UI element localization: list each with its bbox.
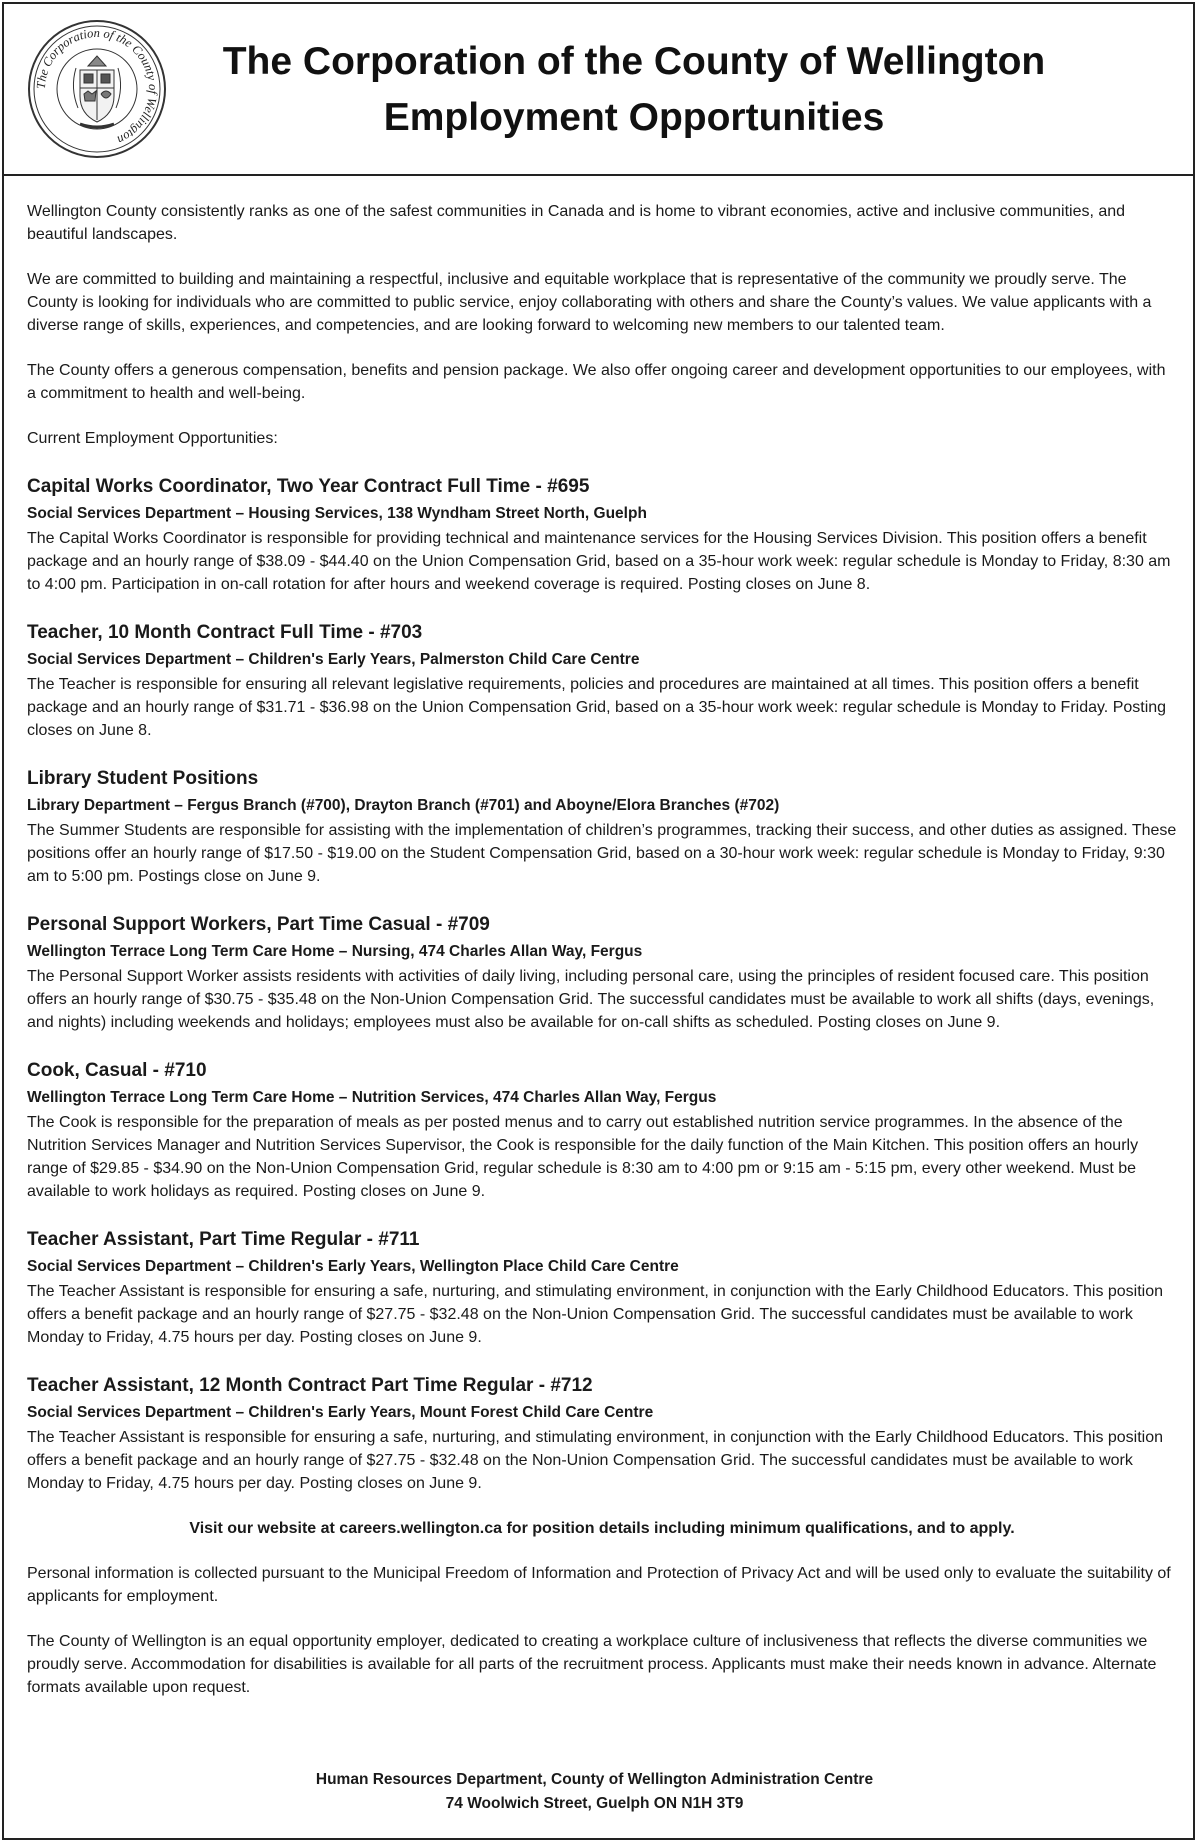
- job-description: The Summer Students are responsible for assisting with the implementation of children’s programmes, tracking their success, and other duties as assigned. These positions offer an hourly range of $17.50 - $19.00 on the Student Compensation Grid, based on a 30-hour work week: regular schedule is Monday to Friday, 9:30 am to 5:00 pm. Postings close on June 9.: [27, 822, 1177, 885]
- main-content: [27, 200, 1177, 1721]
- equal-opportunity-statement: The County of Wellington is an equal opportunity employer, dedicated to creating a workplace culture of inclusiveness that reflects the diverse communities we proudly serve. Accommodation for disabilities is available for all parts of the recruitment process. Applicants must make their needs known in advance. Alternate formats available upon request.: [27, 1633, 1157, 1696]
- job-title: Personal Support Workers, Part Time Casual - #709: [27, 914, 490, 935]
- footer-address: [0, 1768, 1189, 1816]
- website-callout: Visit our website at careers.wellington.ca for position details including minimum qualifications, and to apply.: [189, 1520, 1015, 1537]
- job-title: Teacher, 10 Month Contract Full Time - #703: [27, 622, 423, 643]
- job-title: Teacher Assistant, 12 Month Contract Part Time Regular - #712: [27, 1375, 593, 1396]
- page-title: [184, 34, 1084, 146]
- footer-line-2: 74 Woolwich Street, Guelph ON N1H 3T9: [445, 1795, 744, 1812]
- job-department: Social Services Department – Children's Early Years, Palmerston Child Care Centre: [27, 651, 640, 668]
- job-description: The Capital Works Coordinator is responsible for providing technical and maintenance services for the Housing Services Division. This position offers a benefit package and an hourly range of $38.09 - $44.40 on the Union Compensation Grid, based on a 35-hour work week: regular schedule is Monday to Friday, 8:30 am to 4:00 pm. Participation in on-call rotation for after hours and weekend coverage is required. Posting closes on June 8.: [27, 530, 1171, 593]
- job-listing: [27, 1225, 1177, 1349]
- privacy-notice: Personal information is collected pursuant to the Municipal Freedom of Information and Protection of Privacy Act and will be used only to evaluate the suitability of applicants for employment.: [27, 1565, 1171, 1605]
- job-department: Wellington Terrace Long Term Care Home – Nutrition Services, 474 Charles Allan Way, Fergus: [27, 1089, 717, 1106]
- job-listing: [27, 910, 1177, 1034]
- job-department: Library Department – Fergus Branch (#700), Drayton Branch (#701) and Aboyne/Elora Branches (#702): [27, 797, 780, 814]
- seal-ring-text: The Corporation of the County of Wellington: [33, 25, 161, 148]
- job-title: Capital Works Coordinator, Two Year Contract Full Time - #695: [27, 476, 590, 497]
- intro-paragraph-1: Wellington County consistently ranks as one of the safest communities in Canada and is home to vibrant economies, active and inclusive communities, and beautiful landscapes.: [27, 203, 1126, 243]
- job-description: The Teacher Assistant is responsible for ensuring a safe, nurturing, and stimulating environment, in conjunction with the Early Childhood Educators. This position offers a benefit package and an hourly range of $27.75 - $32.48 on the Non-Union Compensation Grid. The successful candidates must be available to work Monday to Friday, 4.75 hours per day. Posting closes on June 9.: [27, 1283, 1164, 1346]
- title-line-1: The Corporation of the County of Wellington: [222, 40, 1046, 83]
- county-seal-icon: [26, 18, 168, 160]
- job-listing: [27, 618, 1177, 742]
- title-line-2: Employment Opportunities: [383, 96, 885, 139]
- job-listing: [27, 1056, 1177, 1203]
- job-listing: [27, 764, 1177, 888]
- intro-paragraph-2: We are committed to building and maintaining a respectful, inclusive and equitable workplace that is representative of the community we proudly serve. The County is looking for individuals who are committed to public service, enjoy collaborating with others and share the County’s values. We value applicants with a diverse range of skills, experiences, and competencies, and are looking forward to welcoming new members to our talented team.: [27, 271, 1152, 334]
- job-department: Wellington Terrace Long Term Care Home – Nursing, 474 Charles Allan Way, Fergus: [27, 943, 643, 960]
- job-listing: [27, 472, 1177, 596]
- header: [4, 4, 1193, 176]
- job-department: Social Services Department – Children's Early Years, Wellington Place Child Care Centre: [27, 1258, 679, 1275]
- intro-paragraph-3: The County offers a generous compensation, benefits and pension package. We also offer ongoing career and development opportunities to our employees, with a commitment to health and well-being.: [27, 362, 1166, 402]
- job-description: The Personal Support Worker assists residents with activities of daily living, including personal care, using the principles of resident focused care. This position offers an hourly range of $30.75 - $35.48 on the Non-Union Compensation Grid. The successful candidates must be available to work all shifts (days, evenings, and nights) including weekends and holidays; employees must also be available for on-call shifts as scheduled. Posting closes on June 9.: [27, 968, 1155, 1031]
- job-title: Teacher Assistant, Part Time Regular - #711: [27, 1229, 420, 1250]
- job-title: Library Student Positions: [27, 768, 259, 789]
- job-department: Social Services Department – Children's Early Years, Mount Forest Child Care Centre: [27, 1404, 654, 1421]
- job-description: The Teacher is responsible for ensuring all relevant legislative requirements, policies and procedures are maintained at all times. This position offers a benefit package and an hourly range of $31.71 - $36.98 on the Union Compensation Grid, based on a 35-hour work week: regular schedule is Monday to Friday. Posting closes on June 8.: [27, 676, 1167, 739]
- job-department: Social Services Department – Housing Services, 138 Wyndham Street North, Guelph: [27, 505, 647, 522]
- job-description: The Teacher Assistant is responsible for ensuring a safe, nurturing, and stimulating environment, in conjunction with the Early Childhood Educators. This position offers a benefit package and an hourly range of $27.75 - $32.48 on the Non-Union Compensation Grid. The successful candidates must be available to work Monday to Friday, 4.75 hours per day. Posting closes on June 9.: [27, 1429, 1164, 1492]
- job-title: Cook, Casual - #710: [27, 1060, 207, 1081]
- job-listing: [27, 1371, 1177, 1495]
- footer-line-1: Human Resources Department, County of Wellington Administration Centre: [315, 1771, 874, 1788]
- job-description: The Cook is responsible for the preparation of meals as per posted menus and to carry out established nutrition service programmes. In the absence of the Nutrition Services Manager and Nutrition Services Supervisor, the Cook is responsible for the daily function of the Main Kitchen. This position offers an hourly range of $29.85 - $34.90 on the Non-Union Compensation Grid, regular schedule is 8:30 am to 4:00 pm or 9:15 am - 5:15 pm, every other weekend. Must be available to work holidays as required. Posting closes on June 9.: [27, 1114, 1139, 1200]
- opportunities-heading: Current Employment Opportunities:: [27, 430, 278, 447]
